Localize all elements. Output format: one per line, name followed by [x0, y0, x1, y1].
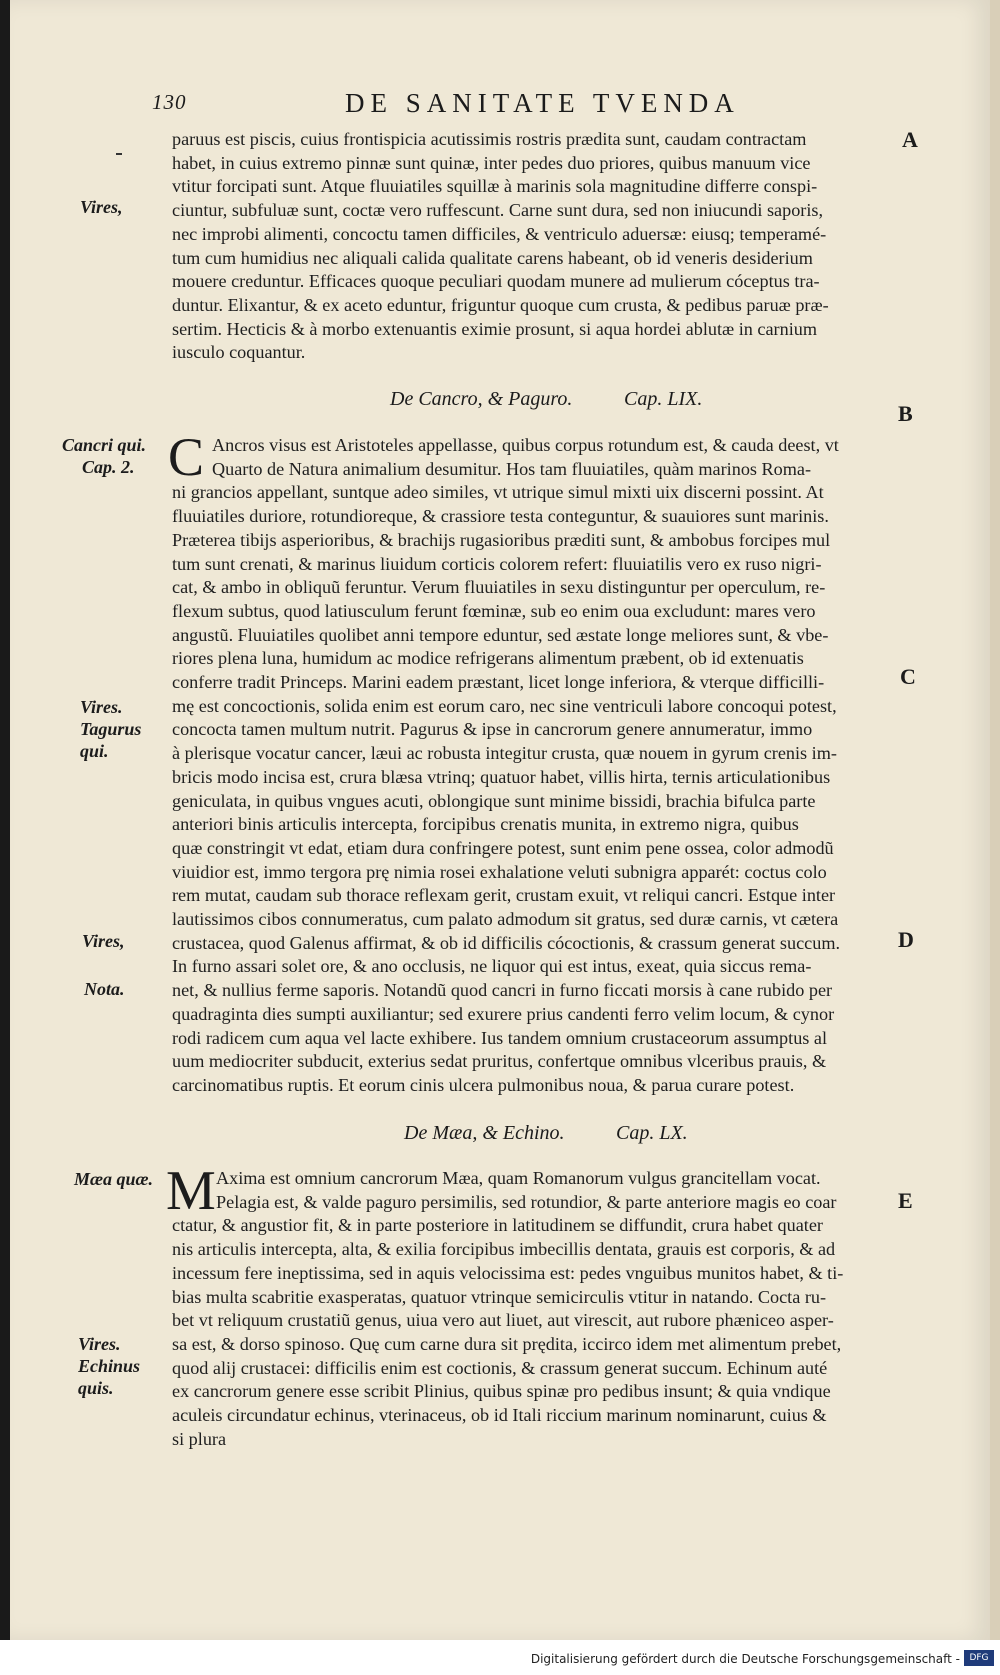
scan-left-border — [0, 0, 10, 1675]
chapter-60-number: Cap. LX. — [616, 1122, 688, 1144]
text-line: vtitur forcipati sunt. Atque fluuiatiles squillæ à marinis sola magnitudine differre conspi- — [172, 176, 818, 197]
text-line: habet, in cuius extremo pinnæ sunt quinæ, inter pedes duo priores, quibus manuum vice — [172, 152, 811, 173]
text-line: rodi radicem cum aqua vel lacte exhibere. Ius tandem omnium crustaceorum assumptus al — [172, 1027, 828, 1048]
drop-initial-c: C — [168, 427, 205, 487]
text-line: ex cancrorum genere esse scribit Plinius, quibus spinæ pro pedibus insunt; & quia vndique — [172, 1381, 831, 1402]
margin-note-maea: Mæa quæ. — [74, 1169, 154, 1189]
running-head — [152, 88, 952, 124]
margin-note-cancri: Cancri qui. Cap. 2. — [62, 435, 147, 477]
text-line: sa est, & dorso spinoso. Quę cum carne dura sit prędita, iccirco idem met alimentum prebet, — [172, 1333, 842, 1354]
section-letter-c: C — [900, 664, 916, 689]
text-line: tum sunt crenati, & marinus liuidum corticis colorem refert: fluuiatilis vero ex ruso nigri- — [172, 553, 822, 574]
text-line: rem mutat, caudam sub thorace reflexam gerit, crustam exuit, vt reliqui cancri. Estque inter — [172, 885, 836, 906]
text-line: cat, & ambo in obliquũ feruntur. Verum fluuiatiles in sexu distinguntur per operculum, re- — [172, 577, 826, 598]
text-line: ni grancios appellant, suntque adeo similes, vt utrique simul mixti uix discerni possint. At — [172, 482, 824, 503]
chapter-59-number: Cap. LIX. — [624, 388, 703, 410]
text-line: iusculo coquantur. — [172, 342, 306, 363]
chapter-60-title: De Mæa, & Echino. — [404, 1122, 565, 1144]
text-line: à plerisque vocatur cancer, læui ac robusta integitur crusta, quæ nouem in gyrum crenis im- — [172, 743, 837, 764]
footer-credit: Digitalisierung gefördert durch die Deutsche Forschungsgemeinschaft - — [530, 1652, 960, 1666]
text-line: flexum subtus, quod latiusculum ferunt fœminæ, sub eo enim oua excludunt: mares vero — [172, 600, 816, 621]
text-line: quod alij crustacei: difficilis enim est coctionis, & crassum generat succum. Echinum auté — [172, 1357, 828, 1378]
paragraph-cancro — [172, 434, 944, 1098]
text-line: bricis modo incisa est, crura blæsa vtrinq; quatuor habet, villis hirta, ternis articulationibus — [172, 766, 831, 787]
text-line: quæ constringit vt edat, etiam dura confringere potest, sunt enim pene ossea, color admodũ — [172, 837, 834, 858]
text-line: quadraginta dies sumpti auxiliantur; sed exurere prius candenti ferro velim locum, & cynor — [172, 1003, 835, 1024]
margin-note-vires-2: Vires, — [82, 931, 125, 951]
page-edge — [990, 0, 1000, 1640]
section-letter-a: A — [902, 127, 918, 152]
text-line: conferre tradit Princeps. Marini eadem præstant, licet longe inferiora, & vterque difficilli- — [172, 672, 825, 693]
text-line: ctatur, & angustior fit, & in parte posteriore in latitudinem se diffundit, crura habet quater — [172, 1215, 823, 1236]
text-line: nec improbi alimenti, concoctu tamen difficiles, & ventriculo aduersæ: eiusq; temperamé- — [172, 223, 827, 244]
folio-number: 130 — [152, 90, 187, 114]
text-line: angustũ. Fluuiatiles quolibet anni tempore eduntur, sed æstate longe meliores sunt, & vbe- — [172, 624, 829, 645]
text-line: Pelagia est, & valde paguro persimilis, sed rotundior, & parte anteriore magis eo coar — [216, 1191, 837, 1212]
margin-mark — [116, 153, 122, 155]
dfg-logo: DFG — [964, 1650, 994, 1666]
text-line: fluuiatiles duriore, rotundioreque, & crassiore testa conteguntur, & suauiores sunt marinis. — [172, 506, 829, 527]
text-line: lautissimos cibos connumeratus, cum palato admodum sit gratus, sed duræ carnis, vt cætera — [172, 909, 839, 930]
margin-note-vires: Vires, — [80, 197, 123, 217]
text-line: Axima est omnium cancrorum Mæa, quam Romanorum vulgus grancitellam vocat. — [216, 1168, 821, 1188]
text-line: incessum fere ineptissima, sed in aquis velocissima est: pedes vnguibus munitos habet, & ti- — [172, 1262, 844, 1283]
running-title: DE SANITATE TVENDA — [345, 88, 740, 118]
text-line: anteriori binis articulis intercepta, forcipibus crenatis munita, in extremo nigra, quibus — [172, 814, 799, 835]
text-line: sertim. Hecticis & à morbo extenuantis eximie prosunt, si aqua hordei ablutæ in carnium — [172, 318, 817, 339]
text-line: aculeis circundatur echinus, vterinaceus, ob id Itali riccium marinum nominarunt, cuius & — [172, 1405, 827, 1426]
section-letter-e: E — [898, 1188, 913, 1213]
text-line: uum mediocriter subducit, exterius sedat pruritus, confertque omnibus vlceribus prauis, & — [172, 1051, 827, 1072]
drop-initial-m: M — [166, 1160, 216, 1222]
text-line: Quarto de Natura animalium desumitur. Hos tam fluuiatiles, quàm marinos Roma- — [212, 458, 812, 479]
text-line: duntur. Elixantur, & ex aceto eduntur, friguntur quoque cum crusta, & pedibus paruæ præ- — [172, 294, 829, 315]
section-letter-d: D — [898, 927, 914, 952]
text-line: Ancros visus est Aristoteles appellasse, quibus corpus rotundum est, & cauda deest, vt — [212, 435, 839, 455]
text-line: ciuntur, subfuluæ sunt, coctæ vero ruffescunt. Carne sunt dura, sed non iniucundi saporis, — [172, 200, 824, 221]
text-line: mouere creduntur. Efficaces quoque peculiari quodam munere ad mulierum cóceptus tra- — [172, 271, 820, 292]
text-line: si plura — [172, 1428, 227, 1449]
paragraph-squilla — [172, 128, 944, 365]
text-line: geniculata, in quibus vngues acuti, oblongique sunt minime bissidi, brachia bifulca parte — [172, 790, 816, 811]
text-line: viuidior est, immo tergora prę nimia rosei exhalatione veluti subnigra apparét: coctus colo — [172, 861, 827, 882]
text-line: bias multa scabritie exasperatas, quatuor vtrinque semicirculis vtitur in natando. Cocta ru- — [172, 1286, 827, 1307]
text-line: paruus est piscis, cuius frontispicia acutissimis rostris prædita sunt, caudam contractam — [172, 129, 807, 149]
text-line: concocta tamen multum nutrit. Pagurus & ipse in cancrorum genere annumeratur, immo — [172, 719, 813, 740]
text-line: mę est concoctionis, solida enim est eorum caro, nec sine ventriculi labore concoqui potest, — [172, 695, 837, 716]
section-letter-b: B — [898, 401, 913, 426]
chapter-59-title: De Cancro, & Paguro. — [390, 388, 573, 410]
margin-note-nota: Nota. — [84, 979, 125, 999]
text-line: crustacea, quod Galenus affirmat, & ob id difficilis cócoctionis, & crassum generat succum. — [172, 932, 841, 953]
text-line: net, & nullius ferme saporis. Notandũ quod cancri in furno ficcati morsis à cane rubido per — [172, 980, 833, 1001]
text-line: carcinomatibus ruptis. Et eorum cinis ulcera pulmonibus noua, & parua curare potest. — [172, 1074, 795, 1095]
text-line: Præterea tibijs asperioribus, & brachijs rugasioribus præditi sunt, & ambobus forcipes mul — [172, 529, 831, 550]
margin-note-pagurus: Vires. Tagurus qui. — [80, 697, 142, 761]
text-line: riores plena luna, humidum ac modice refrigerans alimentum præbent, ob id extenuatis — [172, 648, 804, 669]
text-line: In furno assari solet ore, & ano occlusis, ne liquor qui est intus, exeat, quia siccus rema- — [172, 956, 812, 977]
text-line: bet vt reliquum crustatiũ genus, uiua vero aut liuet, aut virescit, aut rubore phæniceo asper- — [172, 1310, 834, 1331]
paragraph-maea — [172, 1167, 944, 1451]
text-line: nis articulis intercepta, alta, & exilia forcipibus imbecillis dentata, grauis est corporis, & ad — [172, 1239, 836, 1260]
margin-note-echinus: Vires. Echinus quis. — [78, 1334, 141, 1398]
text-line: tum cum humidius nec aliquali calida qualitate carens habeant, ob id veneris desiderium — [172, 247, 813, 268]
